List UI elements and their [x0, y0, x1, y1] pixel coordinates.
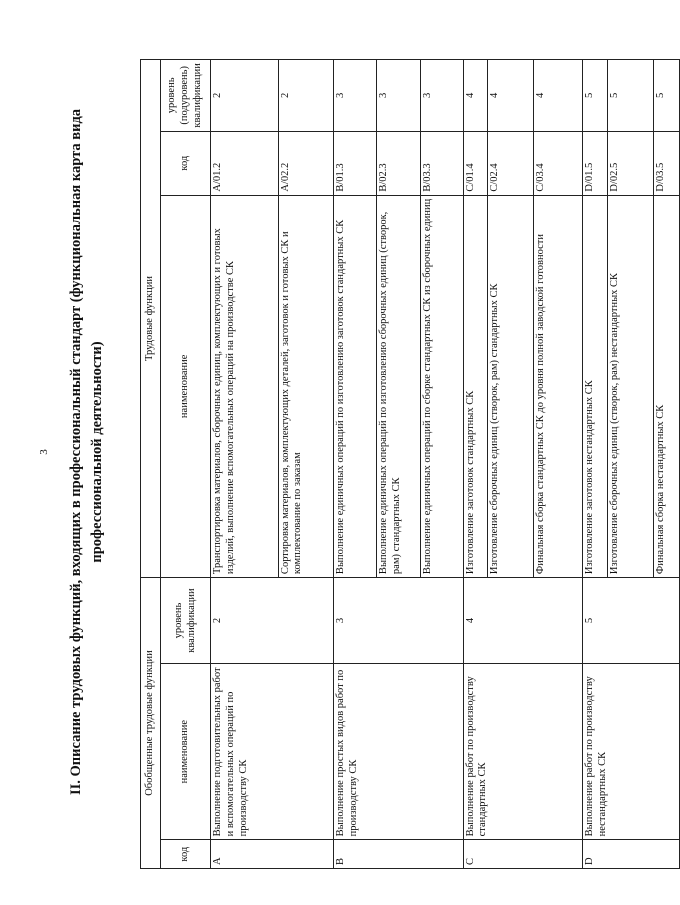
- function-name: Финальная сборка нестандартных СК: [653, 195, 679, 577]
- group-name: Выполнение работ по производству нестандартных СК: [583, 664, 680, 840]
- function-name: Выполнение единичных операций по сборке стандартных СК из сборочных единиц: [420, 195, 463, 577]
- header-function-code: код: [161, 131, 211, 195]
- function-name: Транспортировка материалов, сборочных единиц, комплектующих и готовых изделий, выполнение вспомогательных операций на производстве СК: [211, 195, 279, 577]
- function-code: D/01.5: [583, 131, 608, 195]
- function-level: 4: [463, 60, 488, 132]
- header-labor-functions: Трудовые функции: [141, 60, 161, 578]
- function-code: B/03.3: [420, 131, 463, 195]
- function-code: C/01.4: [463, 131, 488, 195]
- group-name: Выполнение простых видов работ по производству СК: [333, 664, 463, 840]
- function-level: 3: [376, 60, 420, 132]
- function-code: C/02.4: [488, 131, 534, 195]
- function-level: 2: [211, 60, 279, 132]
- table-row: [211, 60, 279, 869]
- group-level: 3: [333, 578, 463, 664]
- header-code: код: [161, 840, 211, 869]
- function-name: Изготовление заготовок нестандартных СК: [583, 195, 608, 577]
- function-name: Сортировка материалов, комплектующих деталей, заготовок и готовых СК и комплектование по заказам: [278, 195, 333, 577]
- table-row: [583, 60, 608, 869]
- header-generalized-functions: Обобщенные трудовые функции: [141, 578, 161, 869]
- function-name: Изготовление заготовок стандартных СК: [463, 195, 488, 577]
- function-level: 4: [534, 60, 583, 132]
- function-code: A/01.2: [211, 131, 279, 195]
- function-code: B/02.3: [376, 131, 420, 195]
- header-qualification-level: уровень квалификации: [161, 578, 211, 664]
- function-level: 3: [333, 60, 376, 132]
- function-code: A/02.2: [278, 131, 333, 195]
- group-level: 2: [211, 578, 334, 664]
- group-code: A: [211, 840, 334, 869]
- function-level: 3: [420, 60, 463, 132]
- header-name: наименование: [161, 664, 211, 840]
- section-heading: [66, 82, 108, 822]
- group-name: Выполнение работ по производству стандартных СК: [463, 664, 583, 840]
- table-row: [333, 60, 376, 869]
- function-name: Изготовление сборочных единиц (створок, рам) стандартных СК: [488, 195, 534, 577]
- section-heading-line-2: профессиональной деятельности): [89, 341, 105, 563]
- function-level: 2: [278, 60, 333, 132]
- page-number: 3: [38, 449, 50, 455]
- group-code: B: [333, 840, 463, 869]
- rotated-table-wrapper: [140, 59, 680, 869]
- function-level: 4: [488, 60, 534, 132]
- functional-map-table: [140, 59, 680, 869]
- function-name: Финальная сборка стандартных СК до уровня полной заводской готовности: [534, 195, 583, 577]
- table-row: [463, 60, 488, 869]
- header-function-name: наименование: [161, 195, 211, 577]
- group-code: C: [463, 840, 583, 869]
- function-level: 5: [653, 60, 679, 132]
- function-name: Выполнение единичных операций по изготовлению заготовок стандартных СК: [333, 195, 376, 577]
- header-row-columns: [161, 60, 211, 869]
- group-name: Выполнение подготовительных работ и вспомогательных операций по производству СК: [211, 664, 334, 840]
- group-level: 4: [463, 578, 583, 664]
- header-row-top: [141, 60, 161, 869]
- function-code: D/03.5: [653, 131, 679, 195]
- function-code: D/02.5: [607, 131, 653, 195]
- function-name: Изготовление сборочных единиц (створок, рам) нестандартных СК: [607, 195, 653, 577]
- section-heading-line-1: II. Описание трудовых функций, входящих в профессиональный стандарт (функциональная карта вида: [68, 108, 84, 796]
- function-level: 5: [607, 60, 653, 132]
- function-level: 5: [583, 60, 608, 132]
- group-code: D: [583, 840, 680, 869]
- header-sublevel: уровень (подуровень) квалификации: [161, 60, 211, 132]
- function-name: Выполнение единичных операций по изготовлению сборочных единиц (створок, рам) стандартных СК: [376, 195, 420, 577]
- function-code: C/03.4: [534, 131, 583, 195]
- function-code: B/01.3: [333, 131, 376, 195]
- group-level: 5: [583, 578, 680, 664]
